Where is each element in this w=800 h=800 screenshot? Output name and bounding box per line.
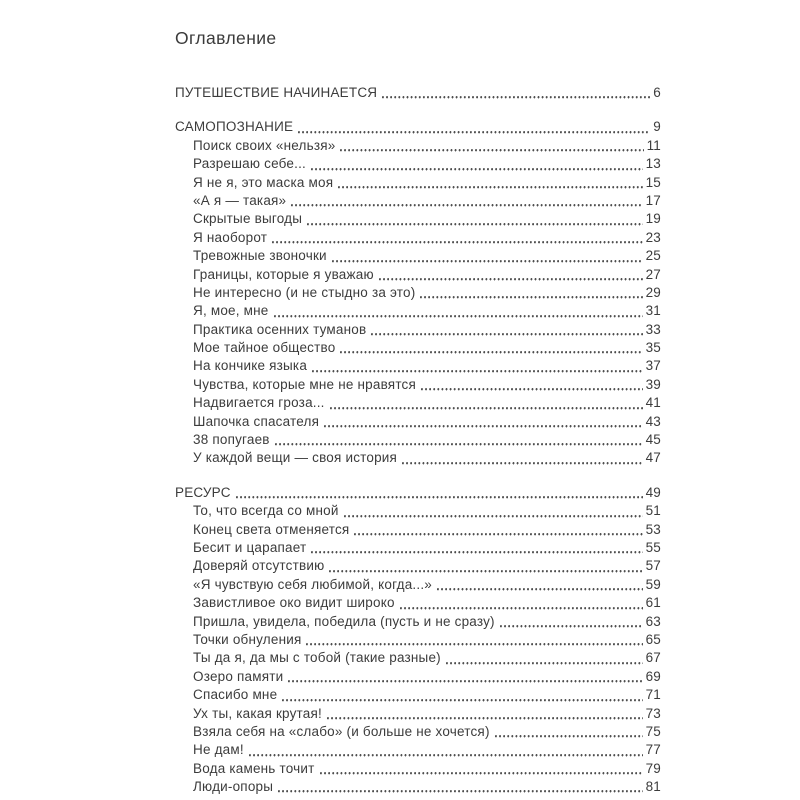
toc-entry-page: 81 bbox=[645, 779, 661, 795]
toc-entry-page: 71 bbox=[645, 687, 661, 703]
toc-section-page: 49 bbox=[645, 484, 661, 500]
toc-section-label: ПУТЕШЕСТВИЕ НАЧИНАЕТСЯ bbox=[175, 85, 378, 100]
toc-entry bbox=[175, 705, 661, 723]
toc-entry-label: Я наоборот bbox=[193, 229, 268, 245]
toc-entry bbox=[175, 266, 661, 284]
toc-entry bbox=[175, 431, 661, 449]
toc-entry-page: 69 bbox=[645, 668, 661, 684]
toc-entry bbox=[175, 741, 661, 759]
toc-entry bbox=[175, 668, 661, 686]
dot-leader bbox=[402, 449, 643, 467]
dot-leader bbox=[311, 539, 642, 557]
toc-entry bbox=[175, 302, 661, 320]
toc-entry-page: 59 bbox=[645, 576, 661, 592]
toc-entry bbox=[175, 576, 661, 594]
toc-entry bbox=[175, 174, 661, 192]
toc-entry-page: 27 bbox=[645, 266, 661, 282]
dot-leader bbox=[437, 576, 643, 594]
toc-entry bbox=[175, 449, 661, 467]
dot-leader bbox=[421, 376, 643, 394]
toc-entry bbox=[175, 192, 661, 210]
dot-leader bbox=[312, 357, 643, 375]
toc-entry-label: Спасибо мне bbox=[193, 687, 278, 703]
toc-entry bbox=[175, 521, 661, 539]
toc-entry-label: Ты да я, да мы с тобой (такие разные) bbox=[193, 650, 441, 666]
dot-leader bbox=[354, 521, 642, 539]
toc-entry-page: 67 bbox=[645, 650, 661, 666]
toc-entry-page: 57 bbox=[645, 558, 661, 574]
toc-entry-label: Мое тайное общество bbox=[193, 340, 336, 356]
toc-section bbox=[175, 484, 661, 797]
dot-leader bbox=[236, 484, 643, 502]
toc-entry bbox=[175, 376, 661, 394]
toc-entry-page: 53 bbox=[645, 521, 661, 537]
toc-entry-label: «Я чувствую себя любимой, когда...» bbox=[193, 576, 432, 592]
toc-entry-page: 37 bbox=[645, 358, 661, 374]
toc-entry-page: 51 bbox=[645, 503, 661, 519]
toc-entry bbox=[175, 321, 661, 339]
toc-entry-label: Чувства, которые мне не нравятся bbox=[193, 376, 417, 392]
dot-leader bbox=[327, 705, 643, 723]
toc-section-header bbox=[175, 118, 661, 136]
toc-entry-label: Пришла, увидела, победила (пусть и не сразу) bbox=[193, 613, 495, 629]
toc-entry bbox=[175, 613, 661, 631]
toc-entry-label: Не дам! bbox=[193, 742, 244, 758]
toc-entry bbox=[175, 357, 661, 375]
toc-section bbox=[175, 118, 661, 467]
dot-leader bbox=[272, 229, 642, 247]
dot-leader bbox=[249, 741, 643, 759]
toc-entry-label: Завистливое око видит широко bbox=[193, 595, 395, 611]
toc-entry-label: Практика осенних туманов bbox=[193, 321, 367, 337]
toc-entry-label: Вода камень точит bbox=[193, 760, 315, 776]
toc-entry-page: 29 bbox=[645, 284, 661, 300]
toc-entry-label: Бесит и царапает bbox=[193, 539, 307, 555]
dot-leader bbox=[379, 266, 643, 284]
dot-leader bbox=[274, 302, 643, 320]
toc-section-page: 6 bbox=[653, 85, 661, 100]
toc-entry-label: Конец света отменяется bbox=[193, 521, 350, 537]
dot-leader bbox=[307, 210, 642, 228]
toc-entry-page: 35 bbox=[645, 340, 661, 356]
toc-entry-page: 25 bbox=[645, 248, 661, 264]
dot-leader bbox=[275, 431, 643, 449]
toc-entry bbox=[175, 760, 661, 778]
page-title: Оглавление bbox=[175, 28, 277, 48]
toc-entry-page: 63 bbox=[645, 613, 661, 629]
toc-section-label: РЕСУРС bbox=[175, 484, 231, 500]
toc-entry-label: Люди-опоры bbox=[193, 779, 274, 795]
toc-entry-label: 38 попугаев bbox=[193, 432, 270, 448]
toc-entry-page: 61 bbox=[645, 595, 661, 611]
dot-leader bbox=[306, 631, 642, 649]
toc-entry-page: 11 bbox=[646, 137, 661, 153]
toc-entry-page: 77 bbox=[645, 742, 661, 758]
toc-entry bbox=[175, 339, 661, 357]
dot-leader bbox=[324, 413, 642, 431]
dot-leader bbox=[495, 723, 643, 741]
toc-entry bbox=[175, 284, 661, 302]
dot-leader bbox=[446, 649, 643, 667]
dot-leader bbox=[500, 613, 643, 631]
toc-entry-page: 23 bbox=[645, 229, 661, 245]
toc-entry-page: 47 bbox=[645, 450, 661, 466]
toc-section-page: 9 bbox=[653, 119, 661, 135]
toc-entry-label: Надвигается гроза... bbox=[193, 395, 325, 411]
dot-leader bbox=[382, 84, 650, 102]
toc-entry bbox=[175, 594, 661, 612]
dot-leader bbox=[311, 155, 643, 173]
toc-entry bbox=[175, 631, 661, 649]
dot-leader bbox=[332, 247, 643, 265]
toc-entry-label: Шапочка спасателя bbox=[193, 413, 320, 429]
toc-entry bbox=[175, 137, 661, 155]
toc-entry-label: Я не я, это маска моя bbox=[193, 174, 334, 190]
dot-leader bbox=[329, 557, 642, 575]
toc-entry bbox=[175, 686, 661, 704]
toc-entry bbox=[175, 394, 661, 412]
toc-entry-page: 65 bbox=[645, 631, 661, 647]
dot-leader bbox=[298, 118, 650, 136]
toc-entry-label: Взяла себя на «слабо» (и больше не хочется) bbox=[193, 723, 490, 739]
toc-entry-page: 33 bbox=[645, 321, 661, 337]
toc-entry-page: 41 bbox=[645, 395, 661, 411]
toc-entry-label: Озеро памяти bbox=[193, 668, 284, 684]
toc-entry-page: 39 bbox=[645, 376, 661, 392]
toc-entry-label: Не интересно (и не стыдно за это) bbox=[193, 284, 416, 300]
toc-entry-label: То, что всегда со мной bbox=[193, 503, 339, 519]
toc-entry-page: 55 bbox=[645, 539, 661, 555]
toc-entry-label: Ух ты, какая крутая! bbox=[193, 705, 322, 721]
toc-entry-label: Доверяй отсутствию bbox=[193, 558, 325, 574]
toc-entry bbox=[175, 778, 661, 796]
dot-leader bbox=[400, 594, 643, 612]
dot-leader bbox=[420, 284, 642, 302]
toc-entry bbox=[175, 557, 661, 575]
toc-entry-page: 17 bbox=[645, 192, 661, 208]
toc-entry bbox=[175, 155, 661, 173]
toc-entry bbox=[175, 210, 661, 228]
toc-entry-page: 13 bbox=[645, 156, 661, 172]
toc-section-header bbox=[175, 84, 661, 102]
toc-entry-label: Тревожные звоночки bbox=[193, 248, 327, 264]
dot-leader bbox=[282, 686, 642, 704]
toc-entry-label: «А я — такая» bbox=[193, 192, 287, 208]
dot-leader bbox=[340, 137, 643, 155]
toc-entry-page: 45 bbox=[645, 432, 661, 448]
dot-leader bbox=[288, 668, 642, 686]
dot-leader bbox=[371, 321, 642, 339]
toc-entry-label: На кончике языка bbox=[193, 358, 308, 374]
toc-entry bbox=[175, 229, 661, 247]
toc-entry bbox=[175, 413, 661, 431]
dot-leader bbox=[330, 394, 643, 412]
toc-entry bbox=[175, 502, 661, 520]
toc-entry-page: 15 bbox=[645, 174, 661, 190]
toc-entry-page: 79 bbox=[645, 760, 661, 776]
toc-section-header bbox=[175, 484, 661, 502]
dot-leader bbox=[344, 502, 643, 520]
toc-entry-label: Скрытые выгоды bbox=[193, 211, 303, 227]
dot-leader bbox=[338, 174, 642, 192]
toc-entry-label: Точки обнуления bbox=[193, 631, 302, 647]
toc-entry-label: Я, мое, мне bbox=[193, 303, 269, 319]
dot-leader bbox=[320, 760, 643, 778]
toc-entry-page: 19 bbox=[645, 211, 661, 227]
dot-leader bbox=[278, 778, 642, 796]
toc-section-label: САМОПОЗНАНИЕ bbox=[175, 119, 294, 135]
toc-entry-label: У каждой вещи — своя история bbox=[193, 450, 398, 466]
toc-entry-page: 43 bbox=[645, 413, 661, 429]
toc-entry bbox=[175, 539, 661, 557]
toc-entry bbox=[175, 247, 661, 265]
dot-leader bbox=[340, 339, 642, 357]
toc-entry-label: Границы, которые я уважаю bbox=[193, 266, 374, 282]
toc-entry-label: Разрешаю себе... bbox=[193, 156, 306, 172]
toc-entry bbox=[175, 649, 661, 667]
dot-leader bbox=[291, 192, 642, 210]
toc-section bbox=[175, 84, 661, 102]
toc-entry-page: 31 bbox=[645, 303, 661, 319]
table-of-contents bbox=[175, 84, 661, 796]
toc-entry-page: 75 bbox=[645, 723, 661, 739]
toc-entry-label: Поиск своих «нельзя» bbox=[193, 137, 336, 153]
toc-entry bbox=[175, 723, 661, 741]
toc-content bbox=[175, 26, 661, 796]
toc-entry-page: 73 bbox=[645, 705, 661, 721]
